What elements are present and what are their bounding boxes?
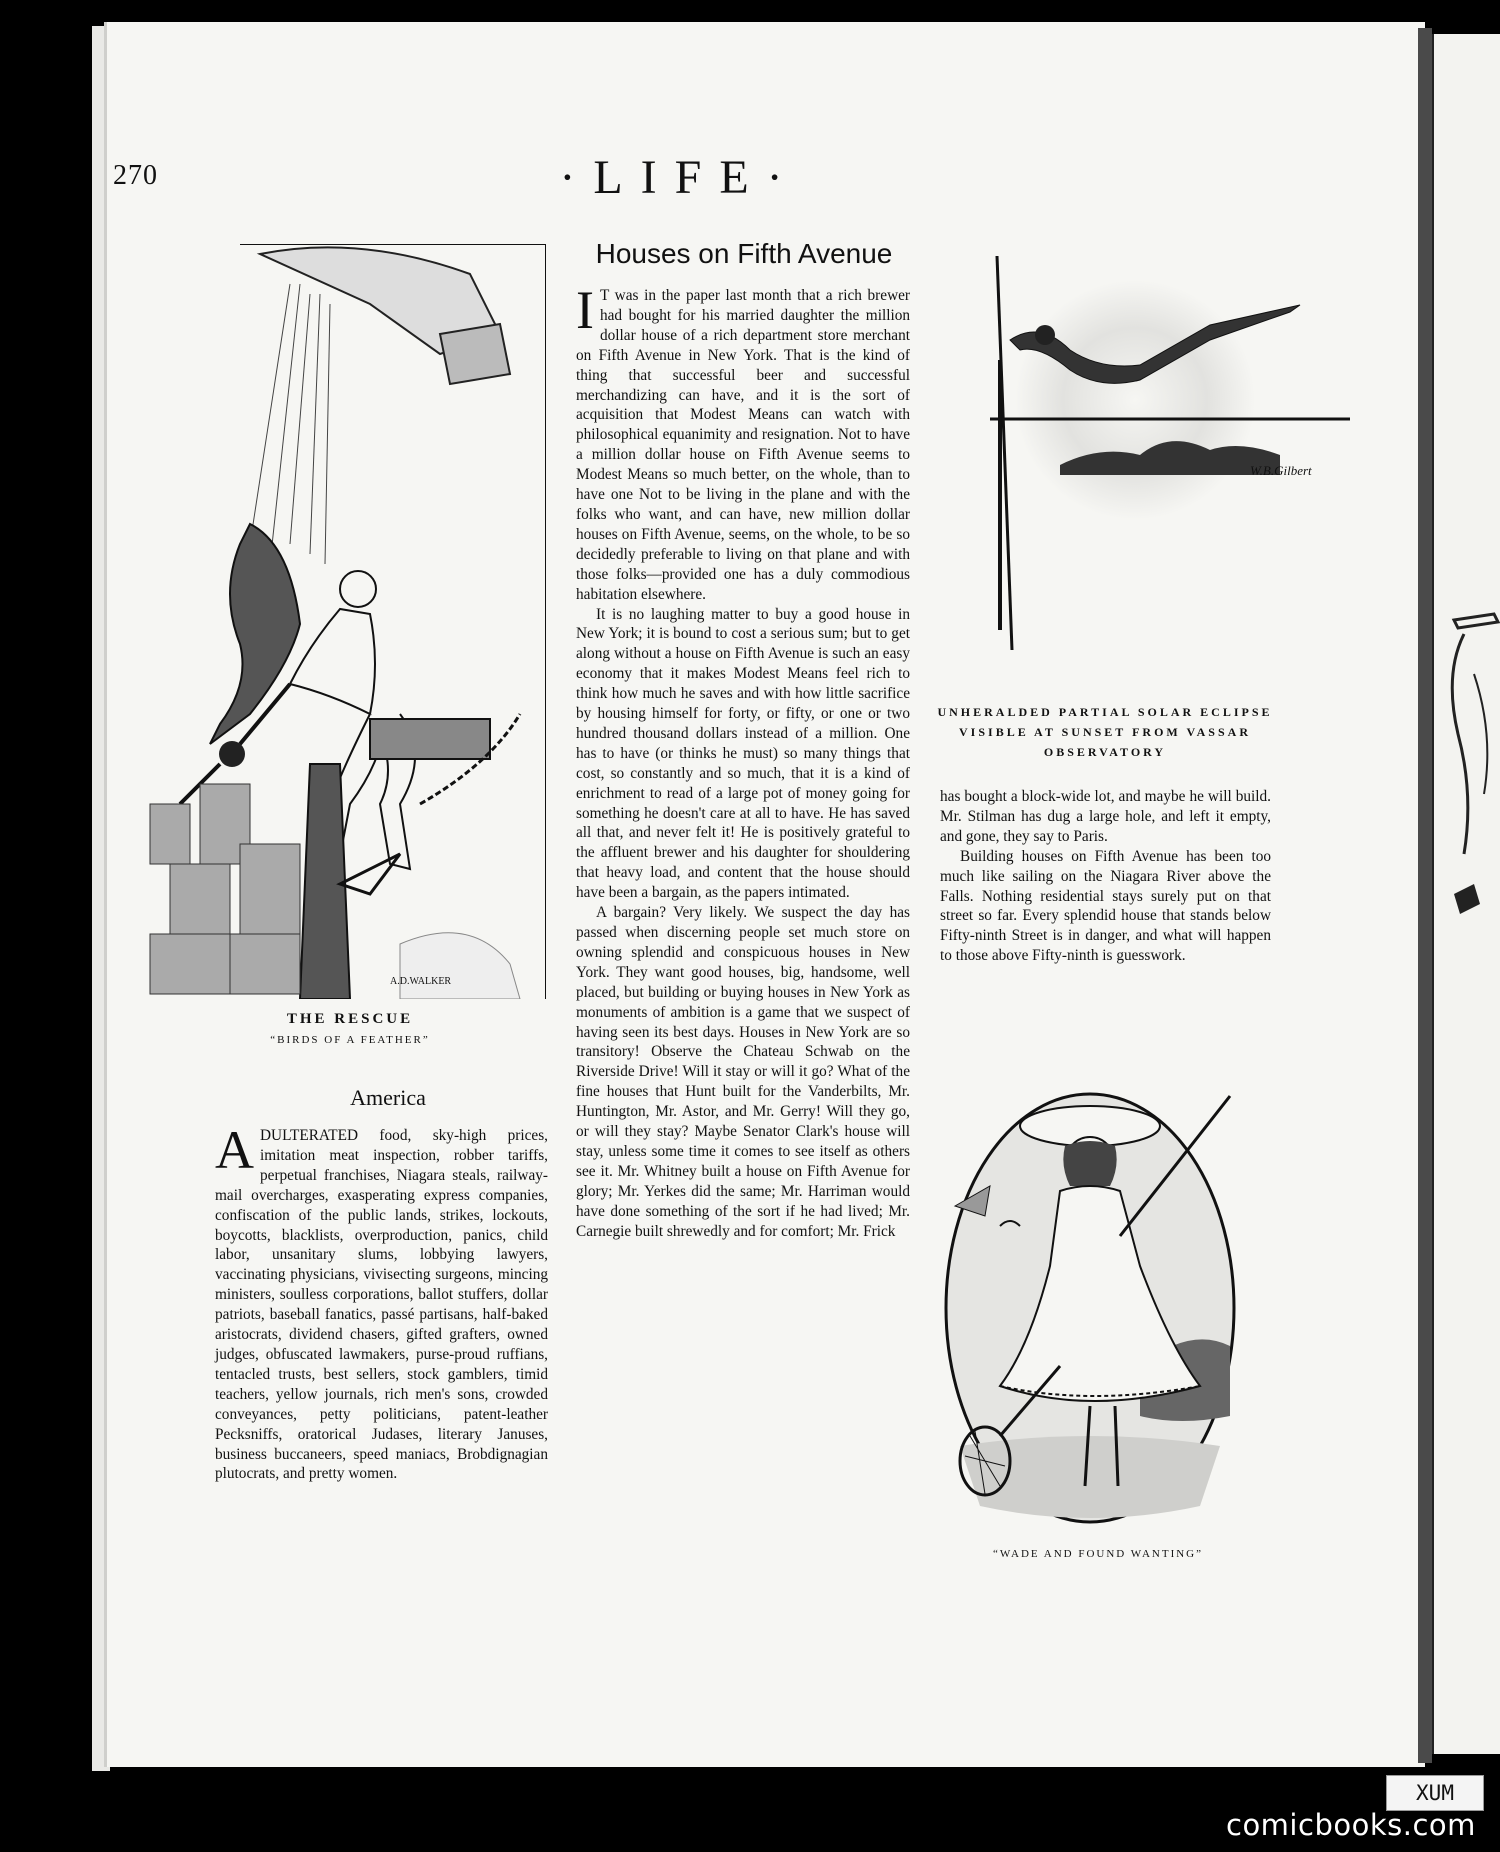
america-body <box>215 1120 548 1484</box>
houses-paragraph-5: Building houses on Fifth Avenue has been too much like sailing on the Niagara River above the Falls. Nothing residential stays surely put on that street so far. Every splendid house that stands below Fifty-ninth Street is in danger, and what will happen to those above Fifty-ninth is guesswork. <box>940 847 1271 965</box>
wade-illustration <box>940 1086 1240 1530</box>
rescue-subtitle: “BIRDS OF A FEATHER” <box>270 1034 430 1046</box>
facing-page-illustration <box>1434 34 1500 1754</box>
wade-caption: “WADE AND FOUND WANTING” <box>992 1548 1204 1560</box>
archive-badge: XUM <box>1386 1775 1484 1811</box>
houses-title: Houses on Fifth Avenue <box>595 238 893 269</box>
page-number: 270 <box>113 160 158 191</box>
houses-paragraph-1: IT was in the paper last month that a rich brewer had bought for his married daughter the million dollar house of a rich department store merchant on Fifth Avenue in New York. That is the kind of thing that successful beer and successful merchandizing can have, and it is the sort of acquisition that Modest Means can watch with philosophical equanimity and resignation. Not to have a million dollar house on Fifth Avenue seems to Modest Means so much better, on the whole, than to have one Not to be living in the plane and with the folks who want, and can have, new million dollar houses on Fifth Avenue, seems, on the whole, to be so decidedly preferable to living on that plane and with those folks—provided one has a duly commodious habitation elsewhere. <box>576 280 910 603</box>
eclipse-signature: W.B.Gilbert <box>1250 463 1312 478</box>
houses-paragraph-3: A bargain? Very likely. We suspect the day has passed when discerning people set much store on owning splendid and conspicuous houses in New York. They want good houses, big, handsome, well placed, but building or buying houses in New York as monuments of ambition is a game that we suspect of having seen its best days. Houses in New York are so transitory! Observe the Chateau Schwab on the Riverside Drive! Will it stay or will it go? What of the fine houses that Hunt built for the Vanderbilts, Mr. Huntington, Mr. Astor, and Mr. Gerry! Will they go, or will they stay? Maybe Senator Clark's house will stay, unless some time it comes to see itself as others see it. Mr. Whitney built a house on Fifth Avenue for glory; Mr. Yerkes did the same; Mr. Harriman would have done something of the sort if he had lived; Mr. Carnegie built shrewedly and for comfort; Mr. Frick <box>576 904 910 1240</box>
site-watermark: comicbooks.com <box>1226 1808 1476 1842</box>
page-gutter <box>1418 28 1432 1763</box>
eclipse-illustration <box>960 250 1360 680</box>
eclipse-caption: UNHERALDED PARTIAL SOLAR ECLIPSE VISIBLE AT SUNSET FROM VASSAR OBSERVATORY <box>937 705 1273 759</box>
houses-paragraph-2: It is no laughing matter to buy a good house in New York; it is bound to cost a serious sum; but to get along without a house on Fifth Avenue is such an easy economy that it makes Modest Means feel rich to think how much he saves and with how little sacrifice by housing himself for forty, or fifty, or one or two hundred thousand dollars instead of a million. One has to have (or thinks he must) so many things that cost, so constantly and so much, that it is a kind of enrichment to read of a large pot of money going for something he doesn't care at all to have. He has saved all that, and never felt it! He is positively grateful to the affluent brewer and his daughter for shouldering that heavy load, and content that the house should have been a bargain, as the papers intimated. <box>576 605 910 902</box>
rescue-signature: A.D.WALKER <box>390 976 452 987</box>
masthead: ·LIFE· <box>559 151 801 204</box>
houses-column-2 <box>940 787 1271 966</box>
houses-column-1 <box>576 280 910 1242</box>
rescue-caption <box>210 1011 490 1046</box>
america-paragraph: ADULTERATED food, sky-high prices, imitation meat inspection, robber tariffs, perpetual franchises, Niagara steals, railway-mail overcharges, exasperating express companies, confiscation of the public lands, strikes, lockouts, boycotts, blacklists, overproduction, panics, child labor, unsanitary slums, lobbying lawyers, vaccinating physicians, vivisecting surgeons, mincing ministers, soulless corporations, ballot stuffers, dollar patriots, baseball fanatics, passé partisans, half-baked aristocrats, dividend chasers, gifted grafters, owned judges, obfuscated lawmakers, purse-proud ruffians, tentacled trusts, best sellers, stock gamblers, timid teachers, yellow journals, rich men's sons, crowded conveyances, petty politicians, patent-leather Pecksniffs, oratorical Judases, literary Januses, business buccaneers, speed maniacs, Brobdignagian plutocrats, and pretty women. <box>215 1120 548 1483</box>
facing-page-edge <box>1432 34 1500 1754</box>
rescue-illustration <box>140 244 546 999</box>
rescue-title: THE RESCUE <box>286 1011 414 1027</box>
america-title: America <box>350 1085 426 1110</box>
houses-paragraph-4: has bought a block-wide lot, and maybe he will build. Mr. Stilman has dug a large hole, and left it empty, and gone, they say to Paris. <box>940 788 1271 845</box>
